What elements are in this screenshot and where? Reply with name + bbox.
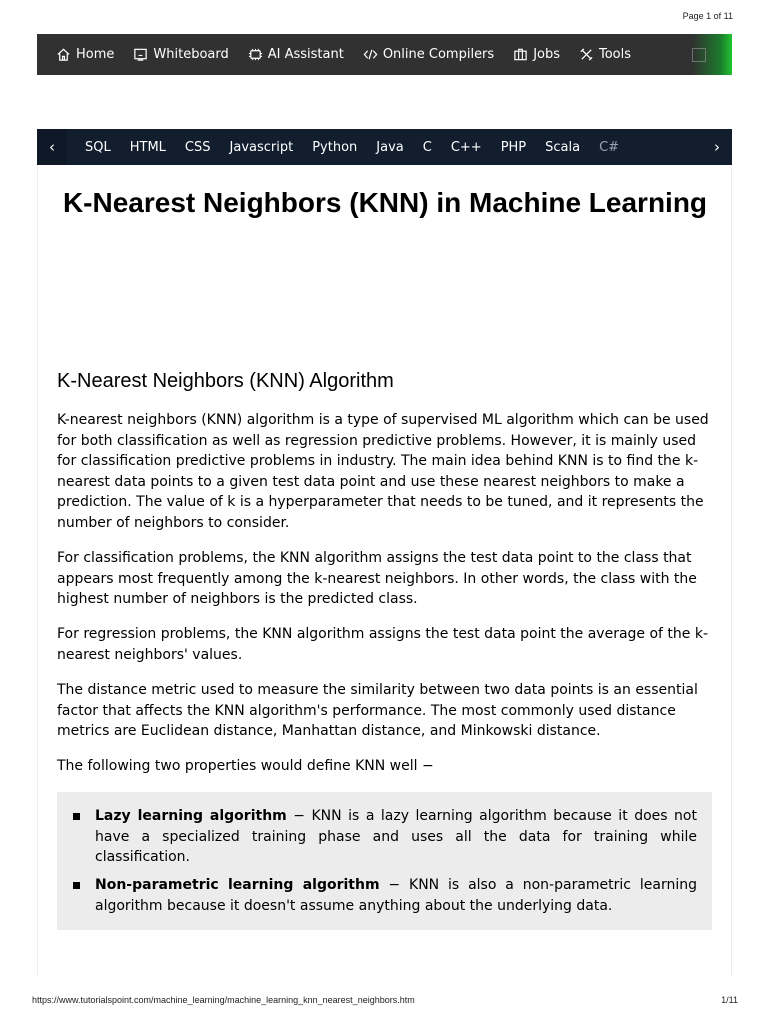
nav-online-compilers-label: Online Compilers xyxy=(382,47,495,62)
lang-item-javascript[interactable]: Javascript xyxy=(229,139,294,155)
list-item xyxy=(95,875,697,916)
nav-tools-label: Tools xyxy=(599,47,632,62)
lang-prev-button[interactable]: ‹ xyxy=(37,129,67,165)
lang-item-cpp[interactable]: C++ xyxy=(450,139,482,155)
lang-item-scala[interactable]: Scala xyxy=(545,139,581,155)
nav-ai-assistant-label: AI Assistant xyxy=(267,47,344,62)
lang-item-java[interactable]: Java xyxy=(376,139,404,155)
lang-next-button[interactable]: › xyxy=(702,129,732,165)
top-navigation xyxy=(37,34,732,75)
lang-item-c[interactable]: C xyxy=(422,139,432,155)
list-item xyxy=(95,806,697,868)
paragraph-classification: For classification problems, the KNN algorithm assigns the test data point to the class that appears most frequently among the k-nearest neighbors. In other words, the class with the highest number of neighbors is the predicted class. xyxy=(57,550,697,608)
nav-ai-assistant[interactable] xyxy=(248,47,344,62)
property-text: − KNN is a lazy learning algorithm because it does not have a specialized training phase and uses all the data for training while classification. xyxy=(95,808,697,866)
code-icon xyxy=(363,47,378,62)
paragraph-regression: For regression problems, the KNN algorithm assigns the test data point the average of the k-nearest neighbors' values. xyxy=(57,626,709,663)
home-icon xyxy=(56,47,71,62)
nav-online-compilers[interactable] xyxy=(363,47,494,62)
footer-url: https://www.tutorialspoint.com/machine_learning/machine_learning_knn_nearest_neighbors.htm xyxy=(32,995,415,1005)
page-title: K-Nearest Neighbors (KNN) in Machine Learning xyxy=(62,187,708,218)
paragraph-intro: K-nearest neighbors (KNN) algorithm is a type of supervised ML algorithm which can be used for both classification as well as regression predictive problems. However, it is mainly used for classification predictive problems in industry. The main idea behind KNN is to find the k-nearest data points to a given test data point and use these nearest neighbors to make a prediction. The value of k is a hyperparameter that needs to be tuned, and it represents the number of neighbors to consider. xyxy=(57,412,709,531)
tools-icon xyxy=(579,47,594,62)
nav-whiteboard-label: Whiteboard xyxy=(153,47,229,62)
lang-item-html[interactable]: HTML xyxy=(129,139,166,155)
lang-item-python[interactable]: Python xyxy=(312,139,358,155)
nav-home[interactable] xyxy=(56,47,114,62)
nav-jobs-label: Jobs xyxy=(533,47,560,62)
nav-tools[interactable] xyxy=(579,47,631,62)
partial-nav-icon xyxy=(692,48,706,62)
lang-item-csharp[interactable]: C# xyxy=(599,139,620,155)
whiteboard-icon xyxy=(133,47,148,62)
property-text: − KNN is also a non-parametric learning algorithm because it doesn't assume anything about the underlying data. xyxy=(95,877,697,914)
lang-item-sql[interactable]: SQL xyxy=(85,139,111,155)
section-heading: K-Nearest Neighbors (KNN) Algorithm xyxy=(57,370,394,392)
language-navigation xyxy=(37,129,732,165)
lang-item-php[interactable]: PHP xyxy=(500,139,527,155)
paragraph-properties-intro: The following two properties would define KNN well − xyxy=(57,758,434,774)
nav-home-label: Home xyxy=(76,47,115,62)
briefcase-icon xyxy=(513,47,528,62)
ai-assistant-icon xyxy=(248,47,263,62)
property-term: Non-parametric learning algorithm xyxy=(95,877,380,893)
footer-page-number: 1/11 xyxy=(721,995,738,1005)
nav-whiteboard[interactable] xyxy=(133,47,228,62)
page-indicator: Page 1 of 11 xyxy=(682,11,733,21)
bullet-icon xyxy=(73,813,80,820)
bullet-icon xyxy=(73,882,80,889)
nav-jobs[interactable] xyxy=(513,47,560,62)
paragraph-distance-metric: The distance metric used to measure the similarity between two data points is an essential factor that affects the KNN algorithm's performance. The most commonly used distance metrics are Euclidean distance, Manhattan distance, and Minkowski distance. xyxy=(57,682,698,740)
properties-box xyxy=(57,792,712,930)
property-term: Lazy learning algorithm xyxy=(95,808,287,824)
lang-item-css[interactable]: CSS xyxy=(184,139,211,155)
